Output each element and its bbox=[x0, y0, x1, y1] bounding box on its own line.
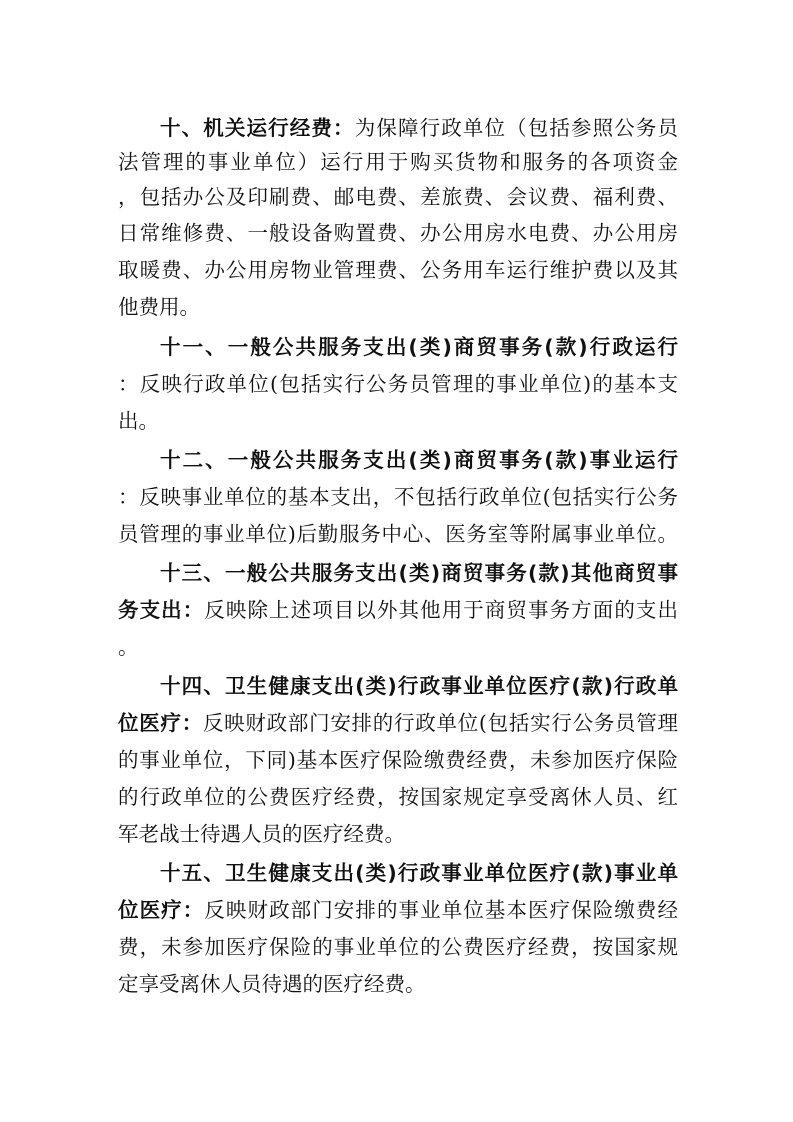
section-heading: 十二、一般公共服务支出(类)商贸事务(款)事业运行 bbox=[160, 448, 678, 472]
paragraph-15-line-1 bbox=[160, 858, 678, 888]
paragraph-10-line-6 bbox=[118, 292, 678, 322]
body-text: 日常维修费、一般设备购置费、办公用房水电费、办公用房 bbox=[118, 221, 678, 245]
paragraph-14-line-1 bbox=[160, 671, 678, 701]
paragraph-15-line-2 bbox=[118, 895, 678, 925]
paragraph-12-line-2 bbox=[118, 482, 678, 512]
body-text: 反映财政部门安排的事业单位基本医疗保险缴费经 bbox=[204, 898, 679, 922]
body-text: 员管理的事业单位)后勤服务中心、医务室等附属事业单位。 bbox=[118, 522, 678, 546]
paragraph-10-line-2 bbox=[118, 147, 678, 177]
body-text: 费，未参加医疗保险的事业单位的公费医疗经费，按国家规 bbox=[118, 935, 678, 959]
paragraph-11-line-3 bbox=[118, 406, 678, 436]
section-heading: 十、机关运行经费： bbox=[160, 116, 355, 140]
paragraph-10-line-5 bbox=[118, 255, 678, 285]
body-text: 法管理的事业单位）运行用于购买货物和服务的各项资金 bbox=[118, 150, 678, 174]
paragraph-14-line-2 bbox=[118, 708, 678, 738]
body-text: 。 bbox=[118, 635, 139, 659]
paragraph-14-line-4 bbox=[118, 782, 678, 812]
paragraph-11-line-2 bbox=[118, 369, 678, 399]
paragraph-14-line-3 bbox=[118, 745, 678, 775]
paragraph-13-line-2 bbox=[118, 595, 678, 625]
paragraph-15-line-3 bbox=[118, 932, 678, 962]
body-text: ，包括办公及印刷费、邮电费、差旅费、会议费、福利费、 bbox=[118, 185, 678, 209]
body-text: 出。 bbox=[118, 409, 159, 433]
paragraph-11-line-1 bbox=[160, 332, 678, 362]
section-heading: 十五、卫生健康支出(类)行政事业单位医疗(款)事业单 bbox=[160, 861, 678, 885]
paragraph-12-line-1 bbox=[160, 445, 678, 475]
body-text: ：反映行政单位(包括实行公务员管理的事业单位)的基本支 bbox=[118, 372, 678, 396]
paragraph-13-line-1 bbox=[160, 558, 678, 588]
paragraph-13-line-3 bbox=[118, 632, 678, 662]
body-text: 取暖费、办公用房物业管理费、公务用车运行维护费以及其 bbox=[118, 258, 678, 282]
paragraph-10-line-1 bbox=[160, 113, 678, 143]
body-text: 他费用。 bbox=[118, 295, 200, 319]
section-heading: 位医疗： bbox=[118, 711, 203, 735]
body-text: 的行政单位的公费医疗经费，按国家规定享受离休人员、红 bbox=[118, 785, 678, 809]
body-text: 的事业单位，下同)基本医疗保险缴费经费，未参加医疗保险 bbox=[118, 748, 678, 772]
paragraph-10-line-3 bbox=[118, 182, 678, 212]
paragraph-15-line-4 bbox=[118, 969, 678, 999]
paragraph-14-line-5 bbox=[118, 819, 678, 849]
body-text: 军老战士待遇人员的医疗经费。 bbox=[118, 822, 405, 846]
section-heading: 十三、一般公共服务支出(类)商贸事务(款)其他商贸事 bbox=[160, 561, 678, 585]
body-text: 为保障行政单位（包括参照公务员 bbox=[354, 116, 679, 140]
section-heading: 十四、卫生健康支出(类)行政事业单位医疗(款)行政单 bbox=[160, 674, 678, 698]
body-text: 反映财政部门安排的行政单位(包括实行公务员管理 bbox=[202, 711, 679, 735]
section-heading: 位医疗： bbox=[118, 898, 205, 922]
section-heading: 十一、一般公共服务支出(类)商贸事务(款)行政运行 bbox=[160, 335, 678, 359]
section-heading: 务支出： bbox=[118, 598, 205, 622]
paragraph-10-line-4 bbox=[118, 218, 678, 248]
body-text: ：反映事业单位的基本支出，不包括行政单位(包括实行公务 bbox=[118, 485, 678, 509]
body-text: 反映除上述项目以外其他用于商贸事务方面的支出 bbox=[204, 598, 679, 622]
body-text: 定享受离休人员待遇的医疗经费。 bbox=[118, 972, 426, 996]
paragraph-12-line-3 bbox=[118, 519, 678, 549]
